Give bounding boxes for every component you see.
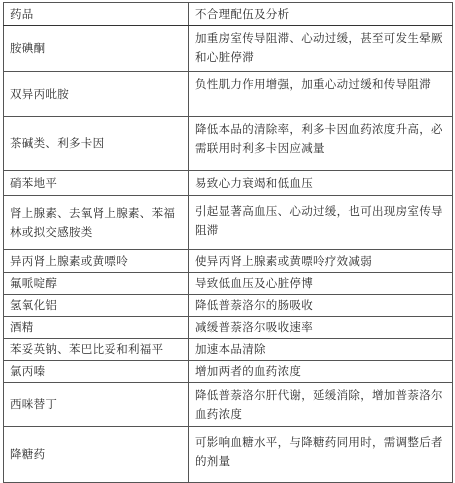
analysis-cell: 负性肌力作用增强，加重心动过缓和传导阻滞 <box>189 72 453 117</box>
drug-cell: 氟哌啶醇 <box>4 273 189 295</box>
drug-cell: 双异丙吡胺 <box>4 72 189 117</box>
table-row <box>4 427 453 483</box>
header-drug: 药品 <box>4 3 189 26</box>
drug-cell: 异丙肾上腺素或黄嘌呤 <box>4 250 189 273</box>
drug-cell: 硝苯地平 <box>4 171 189 196</box>
table-row <box>4 273 453 295</box>
analysis-cell: 可影响血糖水平，与降糖药同用时，需调整后者的剂量 <box>189 427 453 483</box>
table-row <box>4 250 453 273</box>
header-row <box>4 3 453 26</box>
analysis-cell: 引起显著高血压、心动过缓，也可出现房室传导阻滞 <box>189 196 453 250</box>
drug-cell: 苯妥英钠、苯巴比妥和利福平 <box>4 339 189 361</box>
analysis-cell: 导致低血压及心脏停博 <box>189 273 453 295</box>
analysis-cell: 降低普萘洛尔肝代谢，延缓消除，增加普萘洛尔血药浓度 <box>189 383 453 427</box>
analysis-cell: 加重房室传导阻滞、心动过缓，甚至可发生晕厥和心脏停滞 <box>189 26 453 72</box>
analysis-cell: 降低普萘洛尔的肠吸收 <box>189 295 453 317</box>
table-row <box>4 72 453 117</box>
drug-cell: 氯丙嗪 <box>4 361 189 383</box>
table-row <box>4 26 453 72</box>
table-row <box>4 295 453 317</box>
drug-cell: 肾上腺素、去氧肾上腺素、苯福林或拟交感胺类 <box>4 196 189 250</box>
drug-cell: 茶碱类、利多卡因 <box>4 117 189 171</box>
analysis-cell: 降低本品的清除率，利多卡因血药浓度升高，必需联用时利多卡因应减量 <box>189 117 453 171</box>
analysis-cell: 增加两者的血药浓度 <box>189 361 453 383</box>
analysis-cell: 使异丙肾上腺素或黄嘌呤疗效减弱 <box>189 250 453 273</box>
drug-cell: 胺碘酮 <box>4 26 189 72</box>
table-row <box>4 361 453 383</box>
header-analysis: 不合理配伍及分析 <box>189 3 453 26</box>
table-row <box>4 339 453 361</box>
analysis-cell: 加速本品清除 <box>189 339 453 361</box>
table-row <box>4 317 453 339</box>
drug-cell: 降糖药 <box>4 427 189 483</box>
drug-cell: 酒精 <box>4 317 189 339</box>
analysis-cell: 易致心力衰竭和低血压 <box>189 171 453 196</box>
table-row <box>4 117 453 171</box>
drug-cell: 西咪替丁 <box>4 383 189 427</box>
drug-interaction-table <box>3 2 453 483</box>
table-row <box>4 196 453 250</box>
analysis-cell: 减缓普萘洛尔吸收速率 <box>189 317 453 339</box>
table-row <box>4 383 453 427</box>
drug-cell: 氢氧化铝 <box>4 295 189 317</box>
table-row <box>4 171 453 196</box>
